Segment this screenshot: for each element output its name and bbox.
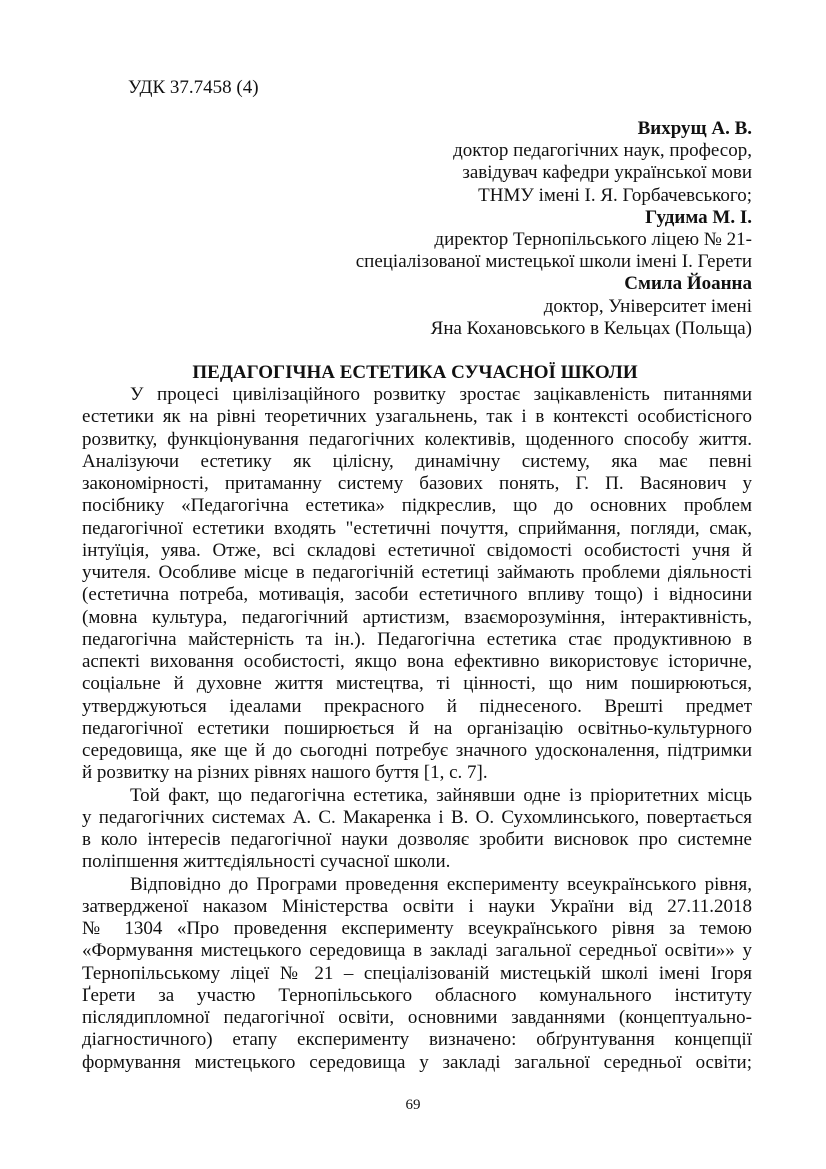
text-line: естетики як на рівні теоретичних узагальнень, так і в контексті особистісного xyxy=(82,406,752,428)
text-line: середовища, яке ще й до сьогодні потребує значного удосконалення, підтримки xyxy=(82,740,752,761)
text-line: післядипломної педагогічної освіти, основними завданнями (концептуально- xyxy=(82,1007,752,1028)
text-line: розвитку, функціонування педагогічних колективів, щоденного способу життя. xyxy=(82,428,752,450)
page-number: 69 xyxy=(405,1097,421,1113)
text-line: педагогічної естетики поширюється й на організацію освітньо-культурного xyxy=(82,717,752,739)
text-line: поліпшення життєдіяльності сучасної школи. xyxy=(82,851,451,873)
paragraph xyxy=(82,785,752,874)
author-affiliation: доктор педагогічних наук, професор, xyxy=(453,140,752,162)
author-affiliation: спеціалізованої мистецької школи імені І. Герети xyxy=(355,251,752,273)
article-body xyxy=(82,384,752,1074)
text-line: Аналізуючи естетику як цілісну, динамічну систему, яка має певні xyxy=(82,450,752,472)
text-line: посібнику «Педагогічна естетика» підкреслив, що до основних проблем xyxy=(82,495,752,517)
author-affiliation: доктор, Університет імені xyxy=(543,295,752,317)
paragraph xyxy=(82,384,752,785)
author-affiliation: ТНМУ імені І. Я. Горбачевського; xyxy=(478,184,752,206)
text-line: педагогічна майстерність та ін.). Педагогічна естетика стає продуктивною в xyxy=(82,628,752,650)
author-block xyxy=(152,118,752,340)
text-line: Ґерети за участю Тернопільського обласного комунального інституту xyxy=(82,984,752,1006)
text-line: закономірності, притаманну систему базових понять, Г. П. Васянович у xyxy=(82,473,752,494)
text-line: № 1304 «Про проведення експерименту всеукраїнського рівня за темою xyxy=(82,918,752,939)
text-line: соціальне й духовне життя мистецтва, ті цінності, що ним поширюються, xyxy=(82,673,752,695)
article-title: ПЕДАГОГІЧНА ЕСТЕТИКА СУЧАСНОЇ ШКОЛИ xyxy=(192,362,638,383)
paragraph xyxy=(82,874,752,1074)
text-line: У процесі цивілізаційного розвитку зростає зацікавленість питаннями xyxy=(130,384,752,405)
author-affiliation: завідувач кафедри української мови xyxy=(462,162,752,184)
text-line: Відповідно до Програми проведення експерименту всеукраїнського рівня, xyxy=(130,873,752,895)
text-line: педагогічної естетики входять "естетичні почуття, сприймання, погляди, смак, xyxy=(82,517,752,539)
author-name: Смила Йоанна xyxy=(624,273,752,295)
text-line: у педагогічних системах А. С. Макаренка і В. О. Сухомлинського, повертається xyxy=(82,806,752,828)
text-line: (естетична потреба, мотивація, засоби естетичного впливу тощо) і відносини xyxy=(82,584,752,606)
text-line: (мовна культура, педагогічний артистизм, взаєморозуміння, інтерактивність, xyxy=(82,606,752,628)
text-line: «Формування мистецького середовища в закладі загальної середньої освіти»» у xyxy=(82,940,752,962)
text-line: учителя. Особливе місце в педагогічній естетиці займають проблеми діяльності xyxy=(82,562,752,583)
text-line: й розвитку на різних рівнях нашого буття [1, с. 7]. xyxy=(82,762,488,784)
author-name: Вихрущ А. В. xyxy=(637,118,752,139)
text-line: інтуїція, уява. Отже, всі складові естетичної свідомості особистості учня й xyxy=(82,539,752,561)
text-line: аспекті виховання особистості, якщо вона ефективно використовує історичне, xyxy=(82,651,752,672)
text-line: Тернопільському ліцеї № 21 – спеціалізованій мистецькій школі імені Ігоря xyxy=(82,962,752,984)
text-line: формування мистецького середовища у закладі загальної середньої освіти; xyxy=(82,1051,752,1073)
text-line: Той факт, що педагогічна естетика, зайнявши одне із пріоритетних місць xyxy=(130,784,752,806)
text-line: утверджуються ідеалами прекрасного й піднесеного. Врешті предмет xyxy=(82,695,752,717)
text-line: затвердженої наказом Міністерства освіти і науки України від 27.11.2018 xyxy=(82,895,752,917)
author-affiliation: директор Тернопільського ліцею № 21- xyxy=(434,229,752,251)
udk-code: УДК 37.7458 (4) xyxy=(128,77,259,98)
author-affiliation: Яна Кохановського в Кельцах (Польща) xyxy=(430,317,752,339)
text-line: діагностичного) етапу експерименту визначено: обґрунтування концепції xyxy=(82,1029,752,1051)
text-line: в коло інтересів педагогічної науки дозволяє зробити висновок про системне xyxy=(82,829,752,850)
author-name: Гудима М. І. xyxy=(645,206,752,228)
